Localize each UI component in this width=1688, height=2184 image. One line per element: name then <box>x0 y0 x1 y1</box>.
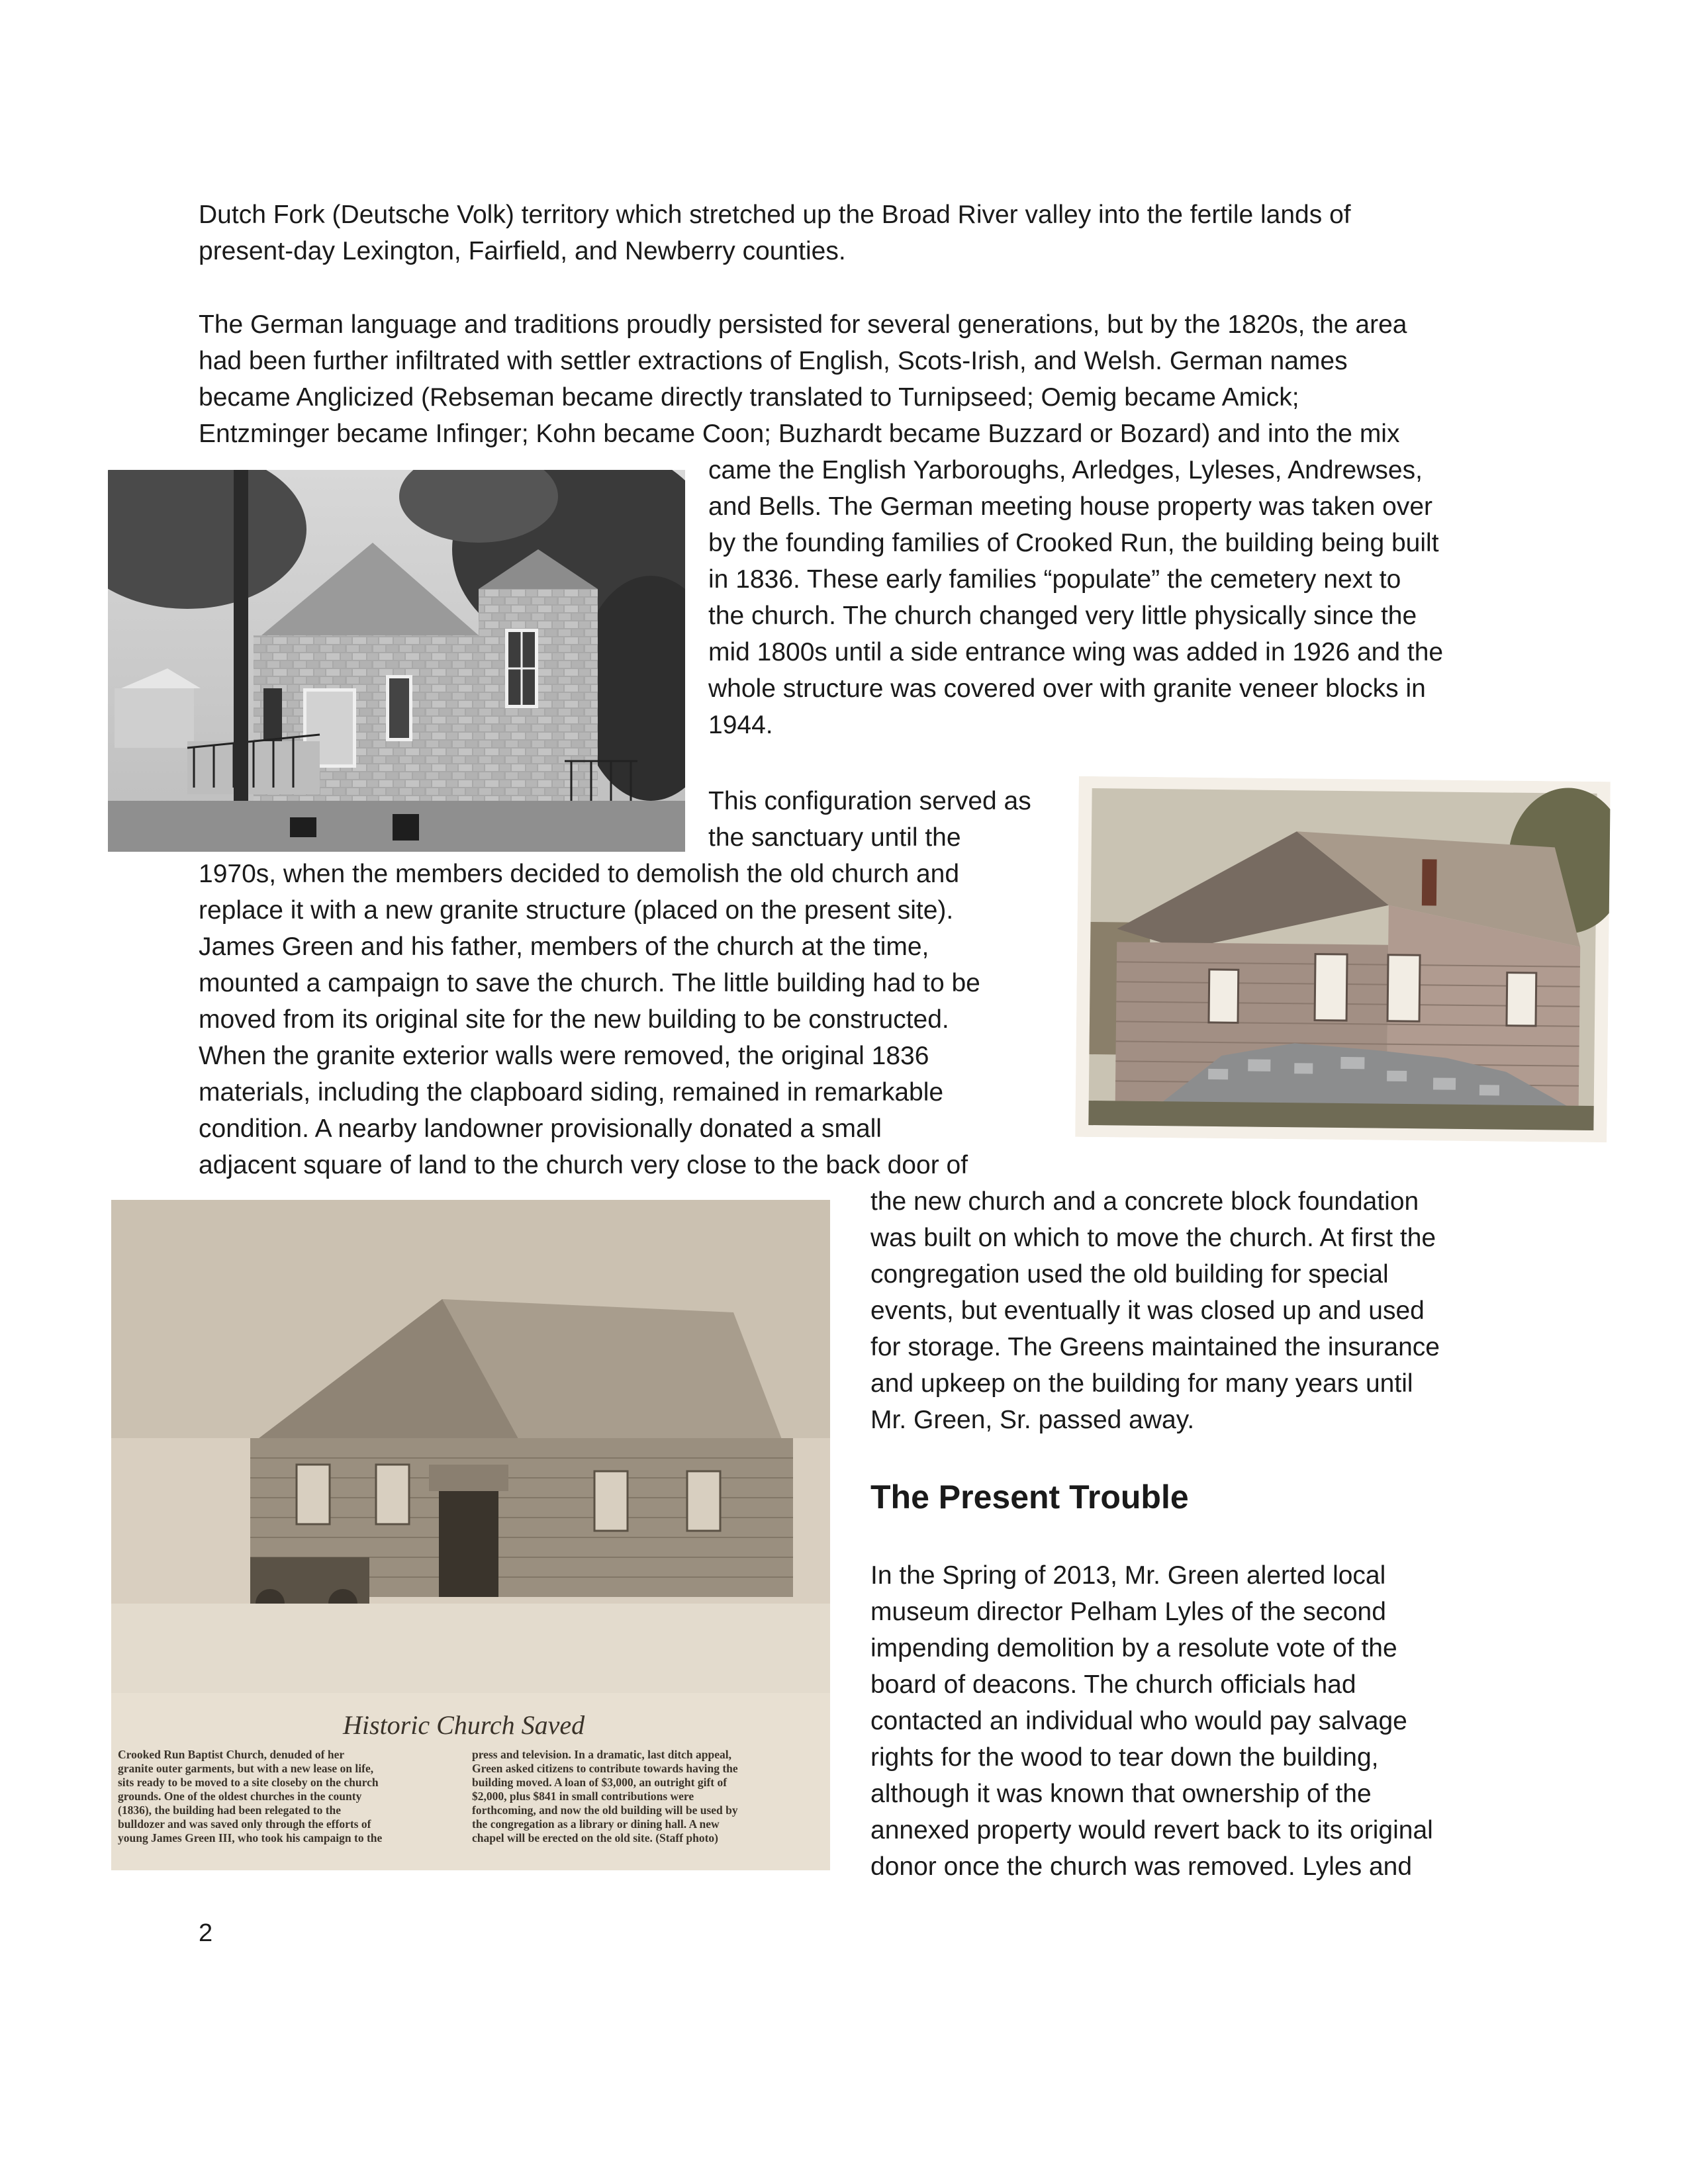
page-number: 2 <box>199 1919 213 1947</box>
paragraph-line: moved from its original site for the new building to be constructed. <box>199 1005 949 1034</box>
paragraph-line: the new church and a concrete block foundation <box>870 1187 1419 1216</box>
caption-line: press and television. In a dramatic, last ditch appeal, <box>472 1748 731 1761</box>
paragraph-line: had been further infiltrated with settler extractions of English, Scots-Irish, and Welsh. German names <box>199 347 1348 375</box>
paragraph-line: replace it with a new granite structure (placed on the present site). <box>199 896 954 925</box>
caption-line: (1836), the building had been relegated to the <box>118 1803 342 1817</box>
paragraph-line: When the granite exterior walls were removed, the original 1836 <box>199 1042 929 1070</box>
paragraph-line: although it was known that ownership of the <box>870 1780 1372 1808</box>
paragraph-line: the church. The church changed very little physically since the <box>708 602 1417 630</box>
paragraph-line: rights for the wood to tear down the building, <box>870 1743 1379 1772</box>
paragraph-line: and upkeep on the building for many years until <box>870 1369 1413 1398</box>
paragraph-line: and Bells. The German meeting house property was taken over <box>708 492 1433 521</box>
paragraph-line: for storage. The Greens maintained the insurance <box>870 1333 1440 1361</box>
section-heading: The Present Trouble <box>870 1479 1189 1516</box>
paragraph-line: In the Spring of 2013, Mr. Green alerted local <box>870 1561 1386 1590</box>
paragraph-line: contacted an individual who would pay salvage <box>870 1707 1407 1735</box>
paragraph-line: board of deacons. The church officials had <box>870 1670 1356 1699</box>
caption-line: Green asked citizens to contribute towards having the <box>472 1762 738 1775</box>
paragraph-line: mid 1800s until a side entrance wing was added in 1926 and the <box>708 638 1444 666</box>
paragraph-line: This configuration served as <box>708 787 1031 815</box>
caption-line: chapel will be erected on the old site. (Staff photo) <box>472 1831 719 1844</box>
paragraph-line: was built on which to move the church. At first the <box>870 1224 1436 1252</box>
paragraph-line: impending demolition by a resolute vote of the <box>870 1634 1397 1662</box>
paragraph-line: events, but eventually it was closed up and used <box>870 1297 1425 1325</box>
caption-line: granite outer garments, but with a new lease on life, <box>118 1762 374 1775</box>
paragraph-line: 1944. <box>708 711 773 739</box>
paragraph-line: The German language and traditions proudly persisted for several generations, but by the 1820s, the area <box>199 310 1407 339</box>
paragraph-line: congregation used the old building for special <box>870 1260 1389 1289</box>
paragraph-line: in 1836. These early families “populate” the cemetery next to <box>708 565 1401 594</box>
paragraph-line: 1970s, when the members decided to demolish the old church and <box>199 860 960 888</box>
paragraph-line: condition. A nearby landowner provisionally donated a small <box>199 1115 882 1143</box>
paragraph-line: Dutch Fork (Deutsche Volk) territory which stretched up the Broad River valley into the fertile lands of <box>199 201 1351 229</box>
paragraph-line: mounted a campaign to save the church. The little building had to be <box>199 969 980 997</box>
caption-line: forthcoming, and now the old building will be used by <box>472 1803 738 1817</box>
stone-church-photo <box>108 470 685 852</box>
paragraph-line: present-day Lexington, Fairfield, and Newberry counties. <box>199 237 846 265</box>
paragraph-line: Mr. Green, Sr. passed away. <box>870 1406 1195 1434</box>
paragraph-line: museum director Pelham Lyles of the second <box>870 1598 1386 1626</box>
wooden-church-color-photo <box>1075 776 1611 1142</box>
clipping-left-column <box>118 1748 382 1845</box>
caption-line: grounds. One of the oldest churches in the county <box>118 1790 362 1803</box>
paragraph-line: came the English Yarboroughs, Arledges, Lyleses, Andrewses, <box>708 456 1423 484</box>
caption-line: building moved. A loan of $3,000, an outright gift of <box>472 1776 727 1789</box>
caption-line: young James Green III, who took his campaign to the <box>118 1831 383 1844</box>
clipping-right-column <box>472 1748 738 1845</box>
paragraph-line: became Anglicized (Rebseman became directly translated to Turnipseed; Oemig became Amick; <box>199 383 1299 412</box>
paragraph-line: the sanctuary until the <box>708 823 961 852</box>
paragraph-line: annexed property would revert back to its original <box>870 1816 1433 1844</box>
caption-line: sits ready to be moved to a site closeby on the church <box>118 1776 379 1789</box>
newspaper-clipping <box>111 1200 830 1870</box>
paragraph-line: donor once the church was removed. Lyles and <box>870 1852 1413 1881</box>
paragraph-line: by the founding families of Crooked Run, the building being built <box>708 529 1439 557</box>
caption-line: Crooked Run Baptist Church, denuded of her <box>118 1748 345 1761</box>
paragraph-line: adjacent square of land to the church very close to the back door of <box>199 1151 968 1179</box>
caption-line: the congregation as a library or dining hall. A new <box>472 1817 720 1831</box>
clipping-title: Historic Church Saved <box>343 1710 585 1740</box>
caption-line: bulldozer and was saved only through the efforts of <box>118 1817 371 1831</box>
paragraph-line: materials, including the clapboard siding, remained in remarkable <box>199 1078 944 1107</box>
paragraph-line: whole structure was covered over with granite veneer blocks in <box>708 674 1426 703</box>
paragraph-line: Entzminger became Infinger; Kohn became Coon; Buzhardt became Buzzard or Bozard) and into the mix <box>199 420 1400 448</box>
caption-line: $2,000, plus $841 in small contributions were <box>472 1790 694 1803</box>
paragraph-line: James Green and his father, members of the church at the time, <box>199 933 929 961</box>
